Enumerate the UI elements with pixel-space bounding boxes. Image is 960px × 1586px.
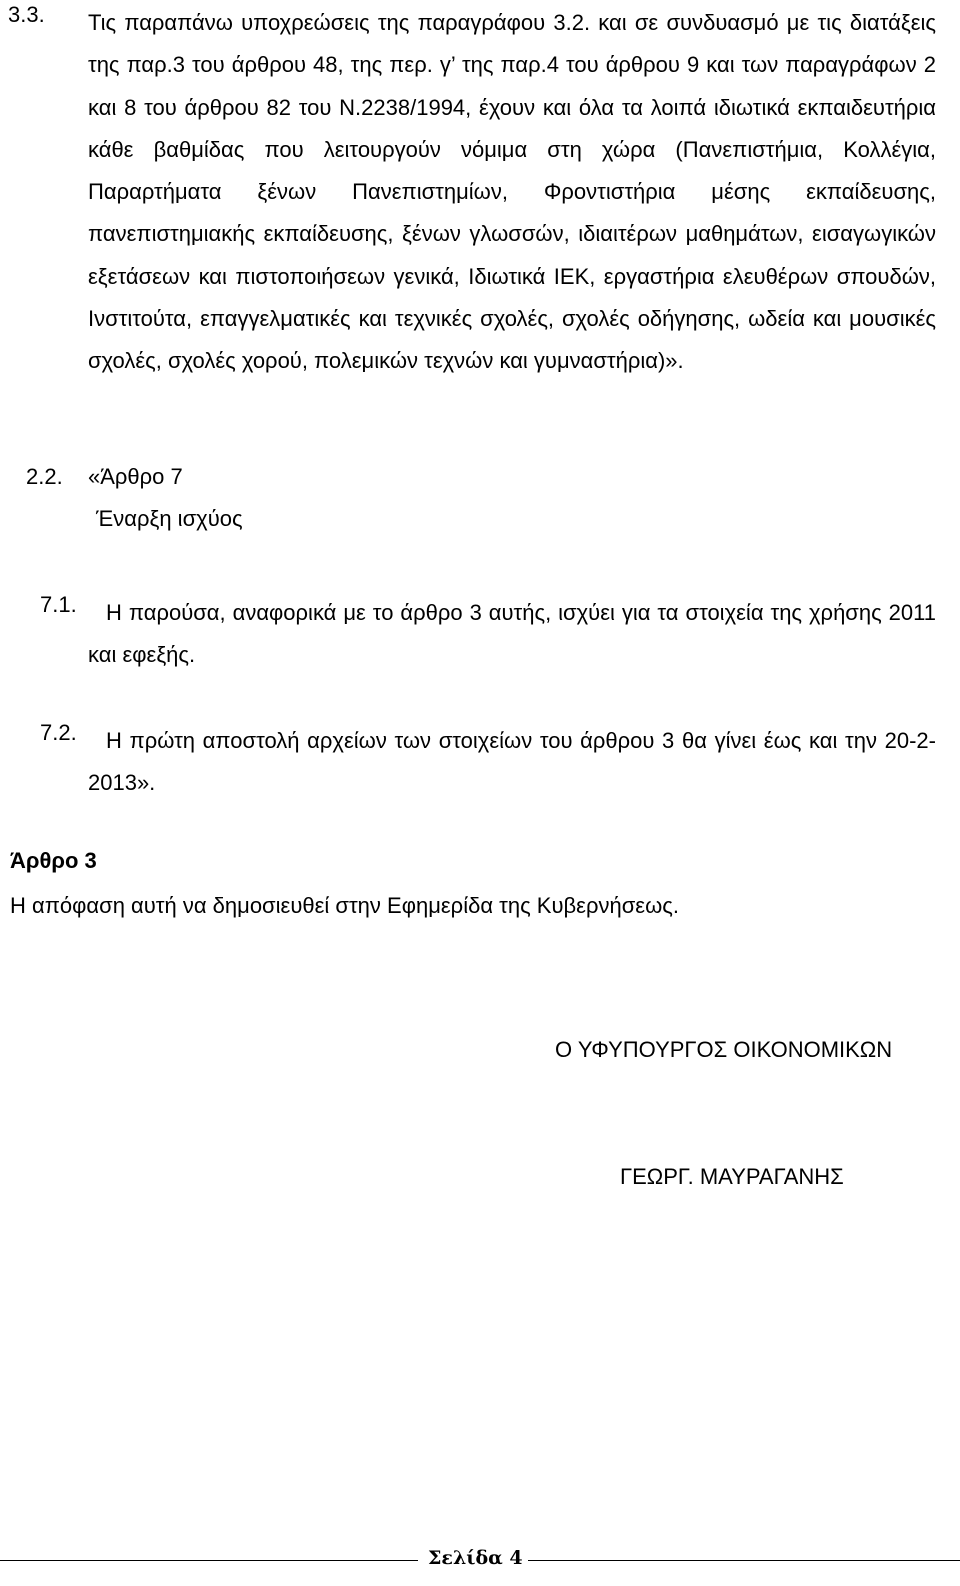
footer-page-number: Σελίδα 4: [428, 1547, 523, 1569]
paragraph-text-7-1: [88, 592, 936, 676]
section-number-2-2: 2.2.: [26, 464, 63, 489]
article-3-text: Η απόφαση αυτή να δημοσιευθεί στην Εφημερίδα της Κυβερνήσεως.: [10, 893, 679, 918]
footer-rule-right: [528, 1560, 960, 1561]
paragraph-text-7-2: [88, 720, 936, 804]
paragraph-text-3-3: Τις παραπάνω υποχρεώσεις της παραγράφου 3.2. και σε συνδυασμό με τις διατάξεις της παρ.3 του άρθρου 48, της περ. γ’ της παρ.4 του άρθρου 9 και των παραγράφων 2 και 8 του άρθρου 82 του Ν.2238/1994, έχουν και όλα τα λοιπά ιδιωτικά εκπαιδευτήρια κάθε βαθμίδας που λειτουργούν νόμιμα στη χώρα (Πανεπιστήμια, Κολλέγια, Παραρτήματα ξένων Πανεπιστημίων, Φροντιστήρια μέσης εκπαίδευσης, πανεπιστημιακής εκπαίδευσης, ξένων γλωσσών, ιδιαιτέρων μαθημάτων, εισαγωγικών εξετάσεων και πιστοποιήσεων γενικά, Ιδιωτικά ΙΕΚ, εργαστήρια ελευθέρων σπουδών, Ινστιτούτα, επαγγελματικές και τεχνικές σχολές, σχολές οδήγησης, ωδεία και μουσικές σχολές, σχολές χορού, πολεμικών τεχνών και γυμναστήρια)».: [88, 10, 936, 374]
paragraph-text-7-1-content: Η παρούσα, αναφορικά με το άρθρο 3 αυτής, ισχύει για τα στοιχεία της χρήσης 2011 και εφεξής.: [88, 600, 936, 667]
paragraph-number-3-3: 3.3.: [8, 2, 45, 27]
paragraph-number-7-2: 7.2.: [40, 720, 77, 745]
footer-rule-left: [0, 1560, 418, 1561]
article-7-title: «Άρθρο 7: [88, 464, 183, 489]
paragraph-number-7-1: 7.1.: [40, 592, 77, 617]
paragraph-text-7-2-content: Η πρώτη αποστολή αρχείων των στοιχείων του άρθρου 3 θα γίνει έως και την 20-2-2013».: [88, 728, 936, 795]
signer-name: ΓΕΩΡΓ. ΜΑΥΡΑΓΑΝΗΣ: [620, 1164, 844, 1189]
article-7-subtitle: Έναρξη ισχύος: [96, 506, 243, 531]
signer-title: Ο ΥΦΥΠΟΥΡΓΟΣ ΟΙΚΟΝΟΜΙΚΩΝ: [555, 1037, 893, 1062]
article-3-title: Άρθρο 3: [10, 848, 97, 873]
